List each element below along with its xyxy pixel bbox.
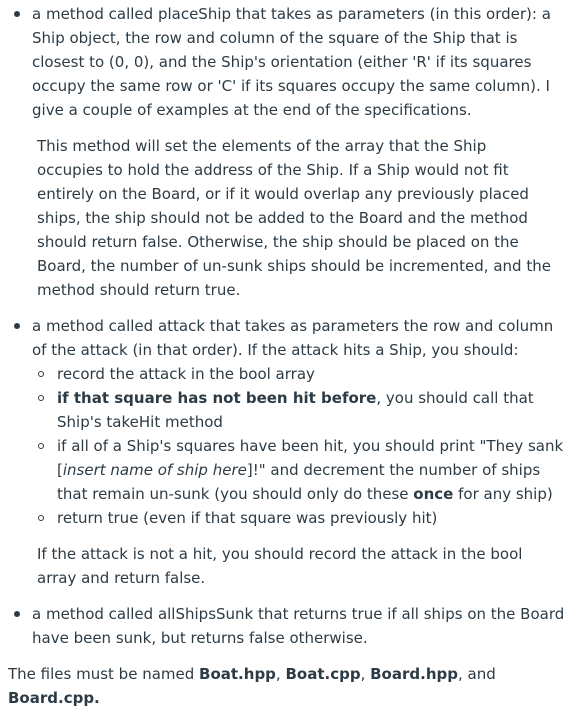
method-list: [0, 2, 577, 650]
attack-miss-detail: If the attack is not a hit, you should record the attack in the bool array and return false.: [37, 545, 523, 587]
bullet-icon: [14, 11, 20, 17]
circle-bullet-icon: [38, 515, 44, 521]
circle-bullet-icon: [38, 395, 44, 401]
circle-bullet-icon: [38, 443, 44, 449]
bullet-icon: [14, 611, 20, 617]
list-item: return true (even if that square was previously hit): [32, 506, 567, 530]
file-name: Boat.hpp: [199, 665, 276, 683]
list-item: if all of a Ship's squares have been hit, you should print "They sank [insert name of ship here]!" and decrement the number of ships that remain un-sunk (you should only do these once for any ship): [32, 434, 567, 506]
list-item-attack: [0, 314, 577, 590]
attack-sub-list: [32, 362, 567, 530]
file-name: Boat.cpp: [285, 665, 361, 683]
file-names-note: The files must be named Boat.hpp, Boat.cpp, Board.hpp, and Board.cpp.: [8, 665, 496, 707]
file-name: Board.hpp: [370, 665, 458, 683]
list-item: record the attack in the bool array: [32, 362, 567, 386]
bullet-icon: [14, 323, 20, 329]
all-ships-sunk-description: a method called allShipsSunk that returns true if all ships on the Board have been sunk, but returns false otherwise.: [32, 605, 565, 647]
file-name: Board.cpp.: [8, 689, 100, 707]
list-item-place-ship: [0, 2, 577, 302]
list-item: if that square has not been hit before, you should call that Ship's takeHit method: [32, 386, 567, 434]
place-ship-description: a method called placeShip that takes as parameters (in this order): a Ship object, the row and column of the square of the Ship that is closest to (0, 0), and the Ship's orientation (either 'R' if its squares occupy the same row or 'C' if its squares occupy the same column). I give a couple of examples at the end of the specifications.: [32, 5, 551, 119]
circle-bullet-icon: [38, 371, 44, 377]
place-ship-detail: This method will set the elements of the array that the Ship occupies to hold the address of the Ship. If a Ship would not fit entirely on the Board, or if it would overlap any previously placed ships, the ship should not be added to the Board and the method should return false. Otherwise, the ship should be placed on the Board, the number of un-sunk ships should be incremented, and the method should return true.: [37, 137, 551, 299]
attack-description: a method called attack that takes as parameters the row and column of the attack (in that order). If the attack hits a Ship, you should:: [32, 317, 554, 359]
list-item-all-ships-sunk: [0, 602, 577, 650]
